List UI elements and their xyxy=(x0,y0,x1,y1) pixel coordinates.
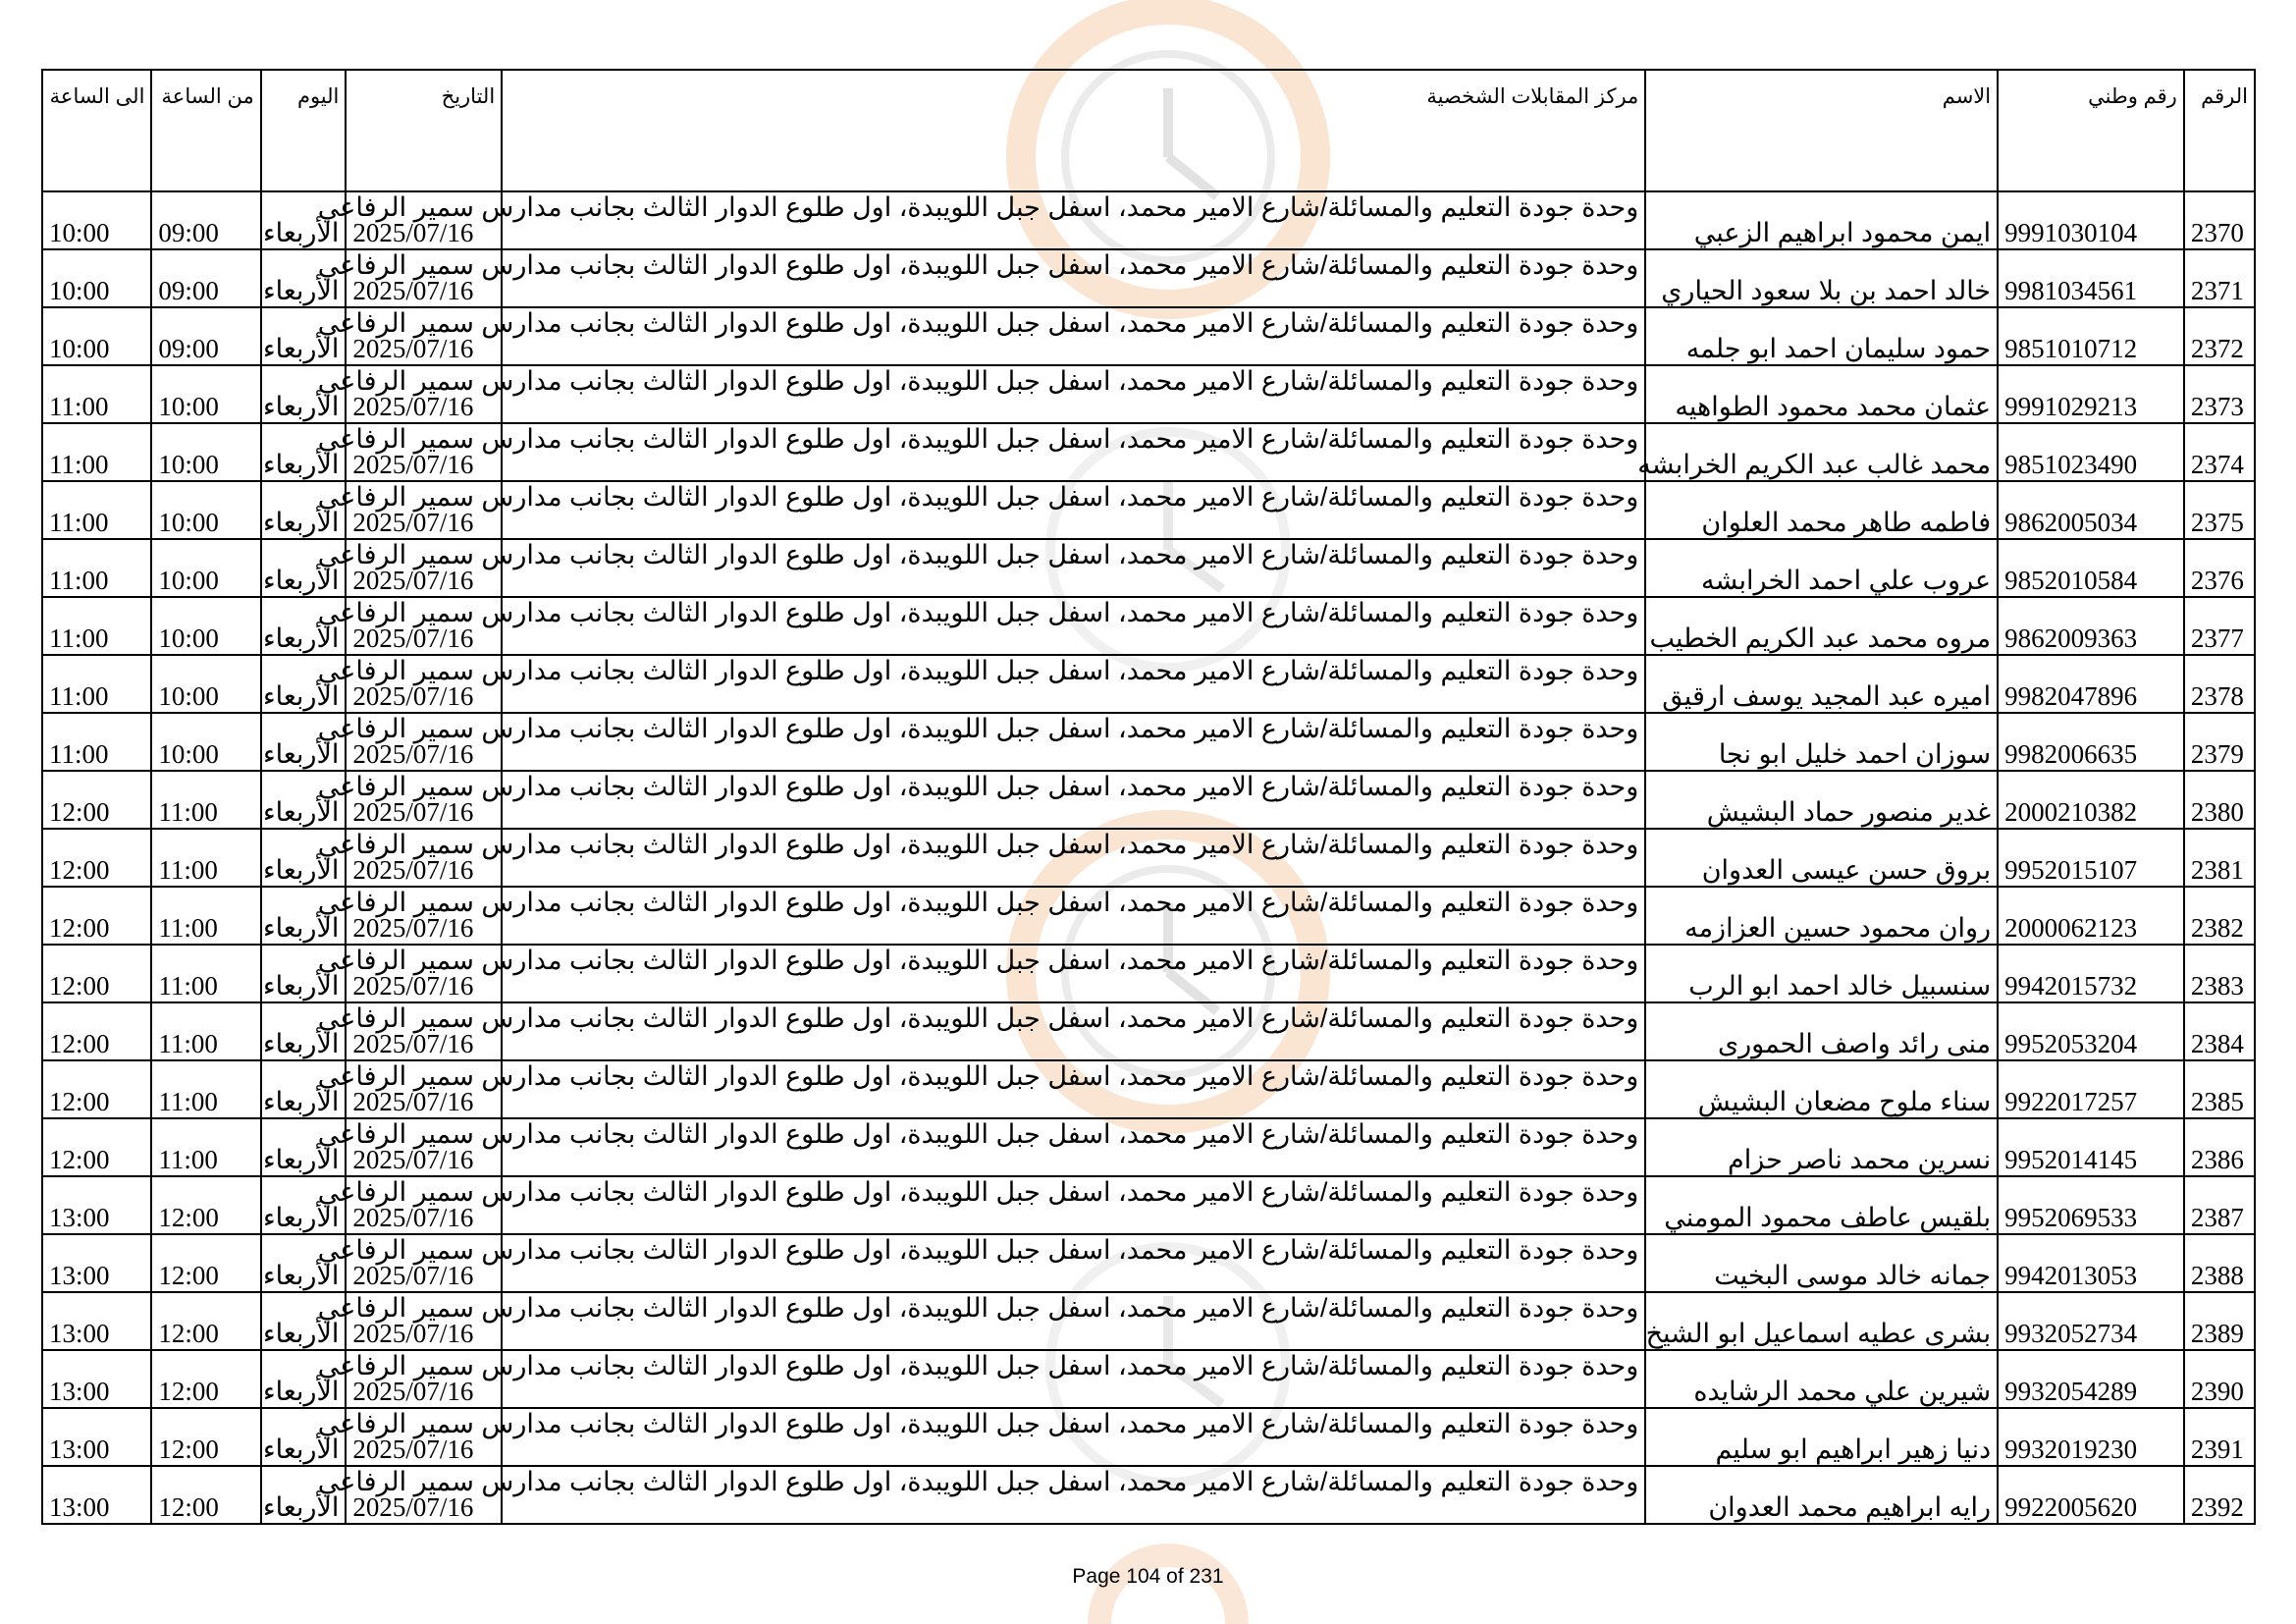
header-from-time: من الساعة xyxy=(151,70,260,191)
interview-center-cell: وحدة جودة التعليم والمسائلة/شارع الامير محمد، اسفل جبل اللويبدة، اول طلوع الدوار الثالث بجانب مدارس سمير الرفاعي xyxy=(502,887,1645,945)
interview-center-cell: وحدة جودة التعليم والمسائلة/شارع الامير محمد، اسفل جبل اللويبدة، اول طلوع الدوار الثالث بجانب مدارس سمير الرفاعي xyxy=(502,1350,1645,1408)
table-row xyxy=(42,655,2255,713)
interview-date-cell: 2025/07/16 xyxy=(346,1118,502,1176)
national-id-cell: 9922017257 xyxy=(1998,1060,2184,1118)
from-time-cell: 10:00 xyxy=(151,481,260,539)
table-row xyxy=(42,1466,2255,1524)
table-row xyxy=(42,1118,2255,1176)
national-id-cell: 9851023490 xyxy=(1998,423,2184,481)
national-id-cell: 9952053204 xyxy=(1998,1002,2184,1060)
row-number-cell: 2387 xyxy=(2184,1176,2255,1234)
applicant-name-cell: روان محمود حسين العزازمه xyxy=(1645,887,1998,945)
applicant-name-cell: محمد غالب عبد الكريم الخرابشه xyxy=(1645,423,1998,481)
national-id-cell: 9952069533 xyxy=(1998,1176,2184,1234)
to-time-cell: 12:00 xyxy=(42,771,151,829)
national-id-cell: 9942013053 xyxy=(1998,1234,2184,1292)
from-time-cell: 10:00 xyxy=(151,423,260,481)
interview-date-cell: 2025/07/16 xyxy=(346,1292,502,1350)
interview-center-cell: وحدة جودة التعليم والمسائلة/شارع الامير محمد، اسفل جبل اللويبدة، اول طلوع الدوار الثالث بجانب مدارس سمير الرفاعي xyxy=(502,539,1645,597)
interview-date-cell: 2025/07/16 xyxy=(346,539,502,597)
applicant-name-cell: بروق حسن عيسى العدوان xyxy=(1645,829,1998,887)
national-id-cell: 9862009363 xyxy=(1998,597,2184,655)
row-number-cell: 2379 xyxy=(2184,713,2255,771)
applicant-name-cell: نسرين محمد ناصر حزام xyxy=(1645,1118,1998,1176)
national-id-cell: 2000062123 xyxy=(1998,887,2184,945)
interview-date-cell: 2025/07/16 xyxy=(346,1002,502,1060)
to-time-cell: 12:00 xyxy=(42,887,151,945)
table-row xyxy=(42,1176,2255,1234)
header-interview-center: مركز المقابلات الشخصية xyxy=(502,70,1645,191)
interview-day-cell: الأربعاء xyxy=(261,307,347,365)
interview-date-cell: 2025/07/16 xyxy=(346,1408,502,1466)
table-row xyxy=(42,771,2255,829)
to-time-cell: 10:00 xyxy=(42,307,151,365)
interview-day-cell: الأربعاء xyxy=(261,1350,347,1408)
table-row xyxy=(42,1060,2255,1118)
from-time-cell: 12:00 xyxy=(151,1350,260,1408)
interview-date-cell: 2025/07/16 xyxy=(346,945,502,1002)
row-number-cell: 2383 xyxy=(2184,945,2255,1002)
from-time-cell: 12:00 xyxy=(151,1408,260,1466)
from-time-cell: 09:00 xyxy=(151,249,260,307)
interview-date-cell: 2025/07/16 xyxy=(346,1234,502,1292)
to-time-cell: 11:00 xyxy=(42,365,151,423)
interview-date-cell: 2025/07/16 xyxy=(346,1176,502,1234)
row-number-cell: 2371 xyxy=(2184,249,2255,307)
to-time-cell: 11:00 xyxy=(42,655,151,713)
to-time-cell: 11:00 xyxy=(42,539,151,597)
interview-day-cell: الأربعاء xyxy=(261,1292,347,1350)
interview-date-cell: 2025/07/16 xyxy=(346,1466,502,1524)
row-number-cell: 2374 xyxy=(2184,423,2255,481)
from-time-cell: 11:00 xyxy=(151,829,260,887)
national-id-cell: 9862005034 xyxy=(1998,481,2184,539)
from-time-cell: 10:00 xyxy=(151,365,260,423)
table-row xyxy=(42,249,2255,307)
from-time-cell: 11:00 xyxy=(151,1002,260,1060)
header-national-id: رقم وطني xyxy=(1998,70,2184,191)
interview-date-cell: 2025/07/16 xyxy=(346,655,502,713)
interview-day-cell: الأربعاء xyxy=(261,1466,347,1524)
interview-center-cell: وحدة جودة التعليم والمسائلة/شارع الامير محمد، اسفل جبل اللويبدة، اول طلوع الدوار الثالث بجانب مدارس سمير الرفاعي xyxy=(502,771,1645,829)
applicant-name-cell: سناء ملوح مضعان البشيش xyxy=(1645,1060,1998,1118)
interview-day-cell: الأربعاء xyxy=(261,1234,347,1292)
row-number-cell: 2376 xyxy=(2184,539,2255,597)
interview-center-cell: وحدة جودة التعليم والمسائلة/شارع الامير محمد، اسفل جبل اللويبدة، اول طلوع الدوار الثالث بجانب مدارس سمير الرفاعي xyxy=(502,1408,1645,1466)
table-row xyxy=(42,539,2255,597)
national-id-cell: 2000210382 xyxy=(1998,771,2184,829)
table-row xyxy=(42,597,2255,655)
table-row xyxy=(42,481,2255,539)
header-date: التاريخ xyxy=(346,70,502,191)
national-id-cell: 9982047896 xyxy=(1998,655,2184,713)
table-row xyxy=(42,423,2255,481)
row-number-cell: 2375 xyxy=(2184,481,2255,539)
interview-day-cell: الأربعاء xyxy=(261,539,347,597)
row-number-cell: 2389 xyxy=(2184,1292,2255,1350)
interview-center-cell: وحدة جودة التعليم والمسائلة/شارع الامير محمد، اسفل جبل اللويبدة، اول طلوع الدوار الثالث بجانب مدارس سمير الرفاعي xyxy=(502,829,1645,887)
interview-date-cell: 2025/07/16 xyxy=(346,423,502,481)
table-row xyxy=(42,1002,2255,1060)
table-row xyxy=(42,887,2255,945)
interview-center-cell: وحدة جودة التعليم والمسائلة/شارع الامير محمد، اسفل جبل اللويبدة، اول طلوع الدوار الثالث بجانب مدارس سمير الرفاعي xyxy=(502,597,1645,655)
header-to-time: الى الساعة xyxy=(42,70,151,191)
header-day: اليوم xyxy=(261,70,347,191)
from-time-cell: 11:00 xyxy=(151,771,260,829)
to-time-cell: 13:00 xyxy=(42,1350,151,1408)
table-row xyxy=(42,1350,2255,1408)
interview-day-cell: الأربعاء xyxy=(261,423,347,481)
table-row xyxy=(42,945,2255,1002)
to-time-cell: 13:00 xyxy=(42,1292,151,1350)
table-row xyxy=(42,1408,2255,1466)
national-id-cell: 9991029213 xyxy=(1998,365,2184,423)
interview-date-cell: 2025/07/16 xyxy=(346,191,502,249)
row-number-cell: 2378 xyxy=(2184,655,2255,713)
interview-center-cell: وحدة جودة التعليم والمسائلة/شارع الامير محمد، اسفل جبل اللويبدة، اول طلوع الدوار الثالث بجانب مدارس سمير الرفاعي xyxy=(502,365,1645,423)
interview-day-cell: الأربعاء xyxy=(261,1176,347,1234)
page-footer: Page 104 of 231 xyxy=(1072,1565,1224,1588)
interview-day-cell: الأربعاء xyxy=(261,713,347,771)
interview-date-cell: 2025/07/16 xyxy=(346,887,502,945)
row-number-cell: 2381 xyxy=(2184,829,2255,887)
applicant-name-cell: عثمان محمد محمود الطواهيه xyxy=(1645,365,1998,423)
interview-center-cell: وحدة جودة التعليم والمسائلة/شارع الامير محمد، اسفل جبل اللويبدة، اول طلوع الدوار الثالث بجانب مدارس سمير الرفاعي xyxy=(502,481,1645,539)
interview-center-cell: وحدة جودة التعليم والمسائلة/شارع الامير محمد، اسفل جبل اللويبدة، اول طلوع الدوار الثالث بجانب مدارس سمير الرفاعي xyxy=(502,655,1645,713)
from-time-cell: 10:00 xyxy=(151,655,260,713)
applicant-name-cell: جمانه خالد موسى البخيت xyxy=(1645,1234,1998,1292)
header-number: الرقم xyxy=(2184,70,2255,191)
interview-day-cell: الأربعاء xyxy=(261,191,347,249)
from-time-cell: 12:00 xyxy=(151,1234,260,1292)
from-time-cell: 12:00 xyxy=(151,1292,260,1350)
interview-day-cell: الأربعاء xyxy=(261,365,347,423)
row-number-cell: 2380 xyxy=(2184,771,2255,829)
national-id-cell: 9982006635 xyxy=(1998,713,2184,771)
interview-center-cell: وحدة جودة التعليم والمسائلة/شارع الامير محمد، اسفل جبل اللويبدة، اول طلوع الدوار الثالث بجانب مدارس سمير الرفاعي xyxy=(502,1234,1645,1292)
national-id-cell: 9952015107 xyxy=(1998,829,2184,887)
applicant-name-cell: سوزان احمد خليل ابو نجا xyxy=(1645,713,1998,771)
to-time-cell: 13:00 xyxy=(42,1408,151,1466)
table-row xyxy=(42,829,2255,887)
interview-center-cell: وحدة جودة التعليم والمسائلة/شارع الامير محمد، اسفل جبل اللويبدة، اول طلوع الدوار الثالث بجانب مدارس سمير الرفاعي xyxy=(502,249,1645,307)
row-number-cell: 2377 xyxy=(2184,597,2255,655)
from-time-cell: 10:00 xyxy=(151,539,260,597)
from-time-cell: 11:00 xyxy=(151,945,260,1002)
interview-date-cell: 2025/07/16 xyxy=(346,481,502,539)
interview-day-cell: الأربعاء xyxy=(261,945,347,1002)
to-time-cell: 12:00 xyxy=(42,1060,151,1118)
from-time-cell: 10:00 xyxy=(151,597,260,655)
applicant-name-cell: بلقيس عاطف محمود المومني xyxy=(1645,1176,1998,1234)
to-time-cell: 11:00 xyxy=(42,713,151,771)
from-time-cell: 12:00 xyxy=(151,1176,260,1234)
applicant-name-cell: بشرى عطيه اسماعيل ابو الشيخ xyxy=(1645,1292,1998,1350)
applicant-name-cell: اميره عبد المجيد يوسف ارقيق xyxy=(1645,655,1998,713)
header-row xyxy=(42,70,2255,191)
row-number-cell: 2370 xyxy=(2184,191,2255,249)
from-time-cell: 11:00 xyxy=(151,887,260,945)
table-row xyxy=(42,365,2255,423)
national-id-cell: 9851010712 xyxy=(1998,307,2184,365)
interview-date-cell: 2025/07/16 xyxy=(346,829,502,887)
interview-center-cell: وحدة جودة التعليم والمسائلة/شارع الامير محمد، اسفل جبل اللويبدة، اول طلوع الدوار الثالث بجانب مدارس سمير الرفاعي xyxy=(502,1176,1645,1234)
row-number-cell: 2388 xyxy=(2184,1234,2255,1292)
interview-center-cell: وحدة جودة التعليم والمسائلة/شارع الامير محمد، اسفل جبل اللويبدة، اول طلوع الدوار الثالث بجانب مدارس سمير الرفاعي xyxy=(502,1292,1645,1350)
table-row xyxy=(42,1292,2255,1350)
applicant-name-cell: غدير منصور حماد البشيش xyxy=(1645,771,1998,829)
from-time-cell: 09:00 xyxy=(151,191,260,249)
interview-date-cell: 2025/07/16 xyxy=(346,1350,502,1408)
to-time-cell: 13:00 xyxy=(42,1176,151,1234)
interview-day-cell: الأربعاء xyxy=(261,887,347,945)
interview-day-cell: الأربعاء xyxy=(261,249,347,307)
header-name: الاسم xyxy=(1645,70,1998,191)
table-row xyxy=(42,1234,2255,1292)
from-time-cell: 09:00 xyxy=(151,307,260,365)
from-time-cell: 11:00 xyxy=(151,1118,260,1176)
table-row xyxy=(42,191,2255,249)
interview-day-cell: الأربعاء xyxy=(261,481,347,539)
to-time-cell: 10:00 xyxy=(42,249,151,307)
interview-date-cell: 2025/07/16 xyxy=(346,771,502,829)
national-id-cell: 9922005620 xyxy=(1998,1466,2184,1524)
interview-center-cell: وحدة جودة التعليم والمسائلة/شارع الامير محمد، اسفل جبل اللويبدة، اول طلوع الدوار الثالث بجانب مدارس سمير الرفاعي xyxy=(502,1466,1645,1524)
to-time-cell: 11:00 xyxy=(42,481,151,539)
national-id-cell: 9942015732 xyxy=(1998,945,2184,1002)
interview-day-cell: الأربعاء xyxy=(261,829,347,887)
interview-day-cell: الأربعاء xyxy=(261,1002,347,1060)
to-time-cell: 13:00 xyxy=(42,1234,151,1292)
row-number-cell: 2373 xyxy=(2184,365,2255,423)
table-row xyxy=(42,307,2255,365)
interview-date-cell: 2025/07/16 xyxy=(346,1060,502,1118)
interview-schedule-table xyxy=(41,69,2256,1525)
national-id-cell: 9932019230 xyxy=(1998,1408,2184,1466)
interview-day-cell: الأربعاء xyxy=(261,597,347,655)
national-id-cell: 9981034561 xyxy=(1998,249,2184,307)
interview-day-cell: الأربعاء xyxy=(261,1118,347,1176)
interview-date-cell: 2025/07/16 xyxy=(346,249,502,307)
interview-center-cell: وحدة جودة التعليم والمسائلة/شارع الامير محمد، اسفل جبل اللويبدة، اول طلوع الدوار الثالث بجانب مدارس سمير الرفاعي xyxy=(502,1002,1645,1060)
interview-center-cell: وحدة جودة التعليم والمسائلة/شارع الامير محمد، اسفل جبل اللويبدة، اول طلوع الدوار الثالث بجانب مدارس سمير الرفاعي xyxy=(502,1118,1645,1176)
interview-day-cell: الأربعاء xyxy=(261,1060,347,1118)
interview-center-cell: وحدة جودة التعليم والمسائلة/شارع الامير محمد، اسفل جبل اللويبدة، اول طلوع الدوار الثالث بجانب مدارس سمير الرفاعي xyxy=(502,945,1645,1002)
interview-date-cell: 2025/07/16 xyxy=(346,307,502,365)
interview-day-cell: الأربعاء xyxy=(261,771,347,829)
row-number-cell: 2391 xyxy=(2184,1408,2255,1466)
applicant-name-cell: حمود سليمان احمد ابو جلمه xyxy=(1645,307,1998,365)
to-time-cell: 12:00 xyxy=(42,829,151,887)
applicant-name-cell: ايمن محمود ابراهيم الزعبي xyxy=(1645,191,1998,249)
from-time-cell: 10:00 xyxy=(151,713,260,771)
national-id-cell: 9952014145 xyxy=(1998,1118,2184,1176)
row-number-cell: 2386 xyxy=(2184,1118,2255,1176)
applicant-name-cell: رايه ابراهيم محمد العدوان xyxy=(1645,1466,1998,1524)
national-id-cell: 9932052734 xyxy=(1998,1292,2184,1350)
applicant-name-cell: خالد احمد بن بلا سعود الحياري xyxy=(1645,249,1998,307)
interview-center-cell: وحدة جودة التعليم والمسائلة/شارع الامير محمد، اسفل جبل اللويبدة، اول طلوع الدوار الثالث بجانب مدارس سمير الرفاعي xyxy=(502,1060,1645,1118)
to-time-cell: 12:00 xyxy=(42,1002,151,1060)
interview-day-cell: الأربعاء xyxy=(261,655,347,713)
row-number-cell: 2390 xyxy=(2184,1350,2255,1408)
to-time-cell: 11:00 xyxy=(42,597,151,655)
applicant-name-cell: فاطمه طاهر محمد العلوان xyxy=(1645,481,1998,539)
interview-center-cell: وحدة جودة التعليم والمسائلة/شارع الامير محمد، اسفل جبل اللويبدة، اول طلوع الدوار الثالث بجانب مدارس سمير الرفاعي xyxy=(502,423,1645,481)
interview-center-cell: وحدة جودة التعليم والمسائلة/شارع الامير محمد، اسفل جبل اللويبدة، اول طلوع الدوار الثالث بجانب مدارس سمير الرفاعي xyxy=(502,713,1645,771)
interview-day-cell: الأربعاء xyxy=(261,1408,347,1466)
interview-center-cell: وحدة جودة التعليم والمسائلة/شارع الامير محمد، اسفل جبل اللويبدة، اول طلوع الدوار الثالث بجانب مدارس سمير الرفاعي xyxy=(502,191,1645,249)
national-id-cell: 9932054289 xyxy=(1998,1350,2184,1408)
row-number-cell: 2392 xyxy=(2184,1466,2255,1524)
applicant-name-cell: منى رائد واصف الحمورى xyxy=(1645,1002,1998,1060)
interview-date-cell: 2025/07/16 xyxy=(346,713,502,771)
interview-date-cell: 2025/07/16 xyxy=(346,597,502,655)
national-id-cell: 9991030104 xyxy=(1998,191,2184,249)
interview-center-cell: وحدة جودة التعليم والمسائلة/شارع الامير محمد، اسفل جبل اللويبدة، اول طلوع الدوار الثالث بجانب مدارس سمير الرفاعي xyxy=(502,307,1645,365)
row-number-cell: 2385 xyxy=(2184,1060,2255,1118)
interview-date-cell: 2025/07/16 xyxy=(346,365,502,423)
to-time-cell: 13:00 xyxy=(42,1466,151,1524)
from-time-cell: 11:00 xyxy=(151,1060,260,1118)
applicant-name-cell: مروه محمد عبد الكريم الخطيب xyxy=(1645,597,1998,655)
national-id-cell: 9852010584 xyxy=(1998,539,2184,597)
table-row xyxy=(42,713,2255,771)
to-time-cell: 10:00 xyxy=(42,191,151,249)
row-number-cell: 2382 xyxy=(2184,887,2255,945)
to-time-cell: 12:00 xyxy=(42,945,151,1002)
row-number-cell: 2384 xyxy=(2184,1002,2255,1060)
row-number-cell: 2372 xyxy=(2184,307,2255,365)
applicant-name-cell: سنسبيل خالد احمد ابو الرب xyxy=(1645,945,1998,1002)
applicant-name-cell: دنيا زهير ابراهيم ابو سليم xyxy=(1645,1408,1998,1466)
to-time-cell: 11:00 xyxy=(42,423,151,481)
from-time-cell: 12:00 xyxy=(151,1466,260,1524)
applicant-name-cell: شيرين علي محمد الرشايده xyxy=(1645,1350,1998,1408)
to-time-cell: 12:00 xyxy=(42,1118,151,1176)
applicant-name-cell: عروب علي احمد الخرابشه xyxy=(1645,539,1998,597)
